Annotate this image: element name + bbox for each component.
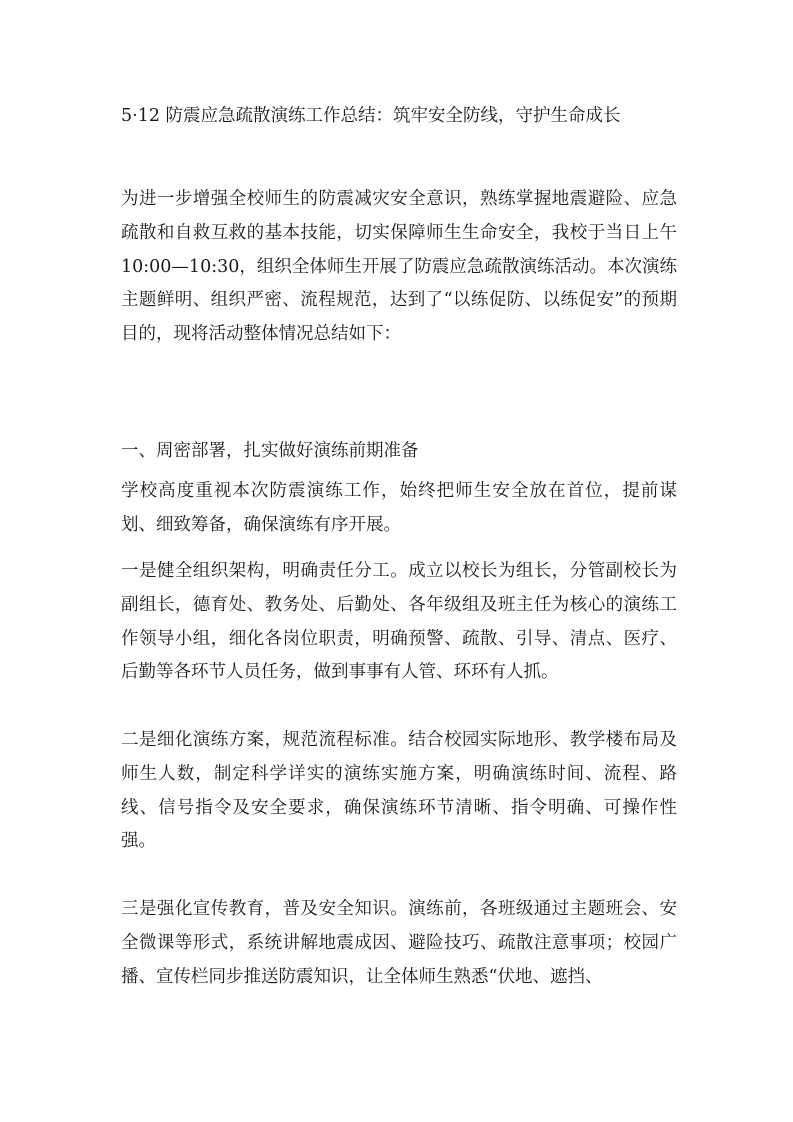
section-heading-1: 一、周密部署，扎实做好演练前期准备: [121, 441, 419, 461]
document-title: 5·12 防震应急疏散演练工作总结：筑牢安全防线，守护生命成长: [121, 106, 621, 126]
section1-paragraph-4: 三是强化宣传教育，普及安全知识。演练前，各班级通过主题班会、安全微课等形式，系统讲解地震成因、避险技巧、疏散注意事项；校园广播、宣传栏同步推送防震知识，让全体师生熟悉“伏地、遮挡、: [121, 899, 677, 987]
section1-paragraph-2: 一是健全组织架构，明确责任分工。成立以校长为组长，分管副校长为副组长，德育处、教务处、后勤处、各年级组及班主任为核心的演练工作领导小组，细化各岗位职责，明确预警、疏散、引导、清点、医疗、后勤等各环节人员任务，做到事事有人管、环环有人抓。: [121, 561, 677, 683]
section1-paragraph-3: 二是细化演练方案，规范流程标准。结合校园实际地形、教学楼布局及师生人数，制定科学详实的演练实施方案，明确演练时间、流程、路线、信号指令及安全要求，确保演练环节清晰、指令明确、可操作性强。: [121, 730, 677, 852]
intro-paragraph: 为进一步增强全校师生的防震减灾安全意识，熟练掌握地震避险、应急疏散和自救互救的基本技能，切实保障师生生命安全，我校于当日上午 10:00—10:30，组织全体师生开展了防震应急疏散演练活动。本次演练主题鲜明、组织严密、流程规范，达到了“以练促防、以练促安”的预期目的，现将活动整体情况总结如下：: [121, 189, 677, 345]
section1-paragraph-1: 学校高度重视本次防震演练工作，始终把师生安全放在首位，提前谋划、细致筹备，确保演练有序开展。: [121, 481, 677, 535]
